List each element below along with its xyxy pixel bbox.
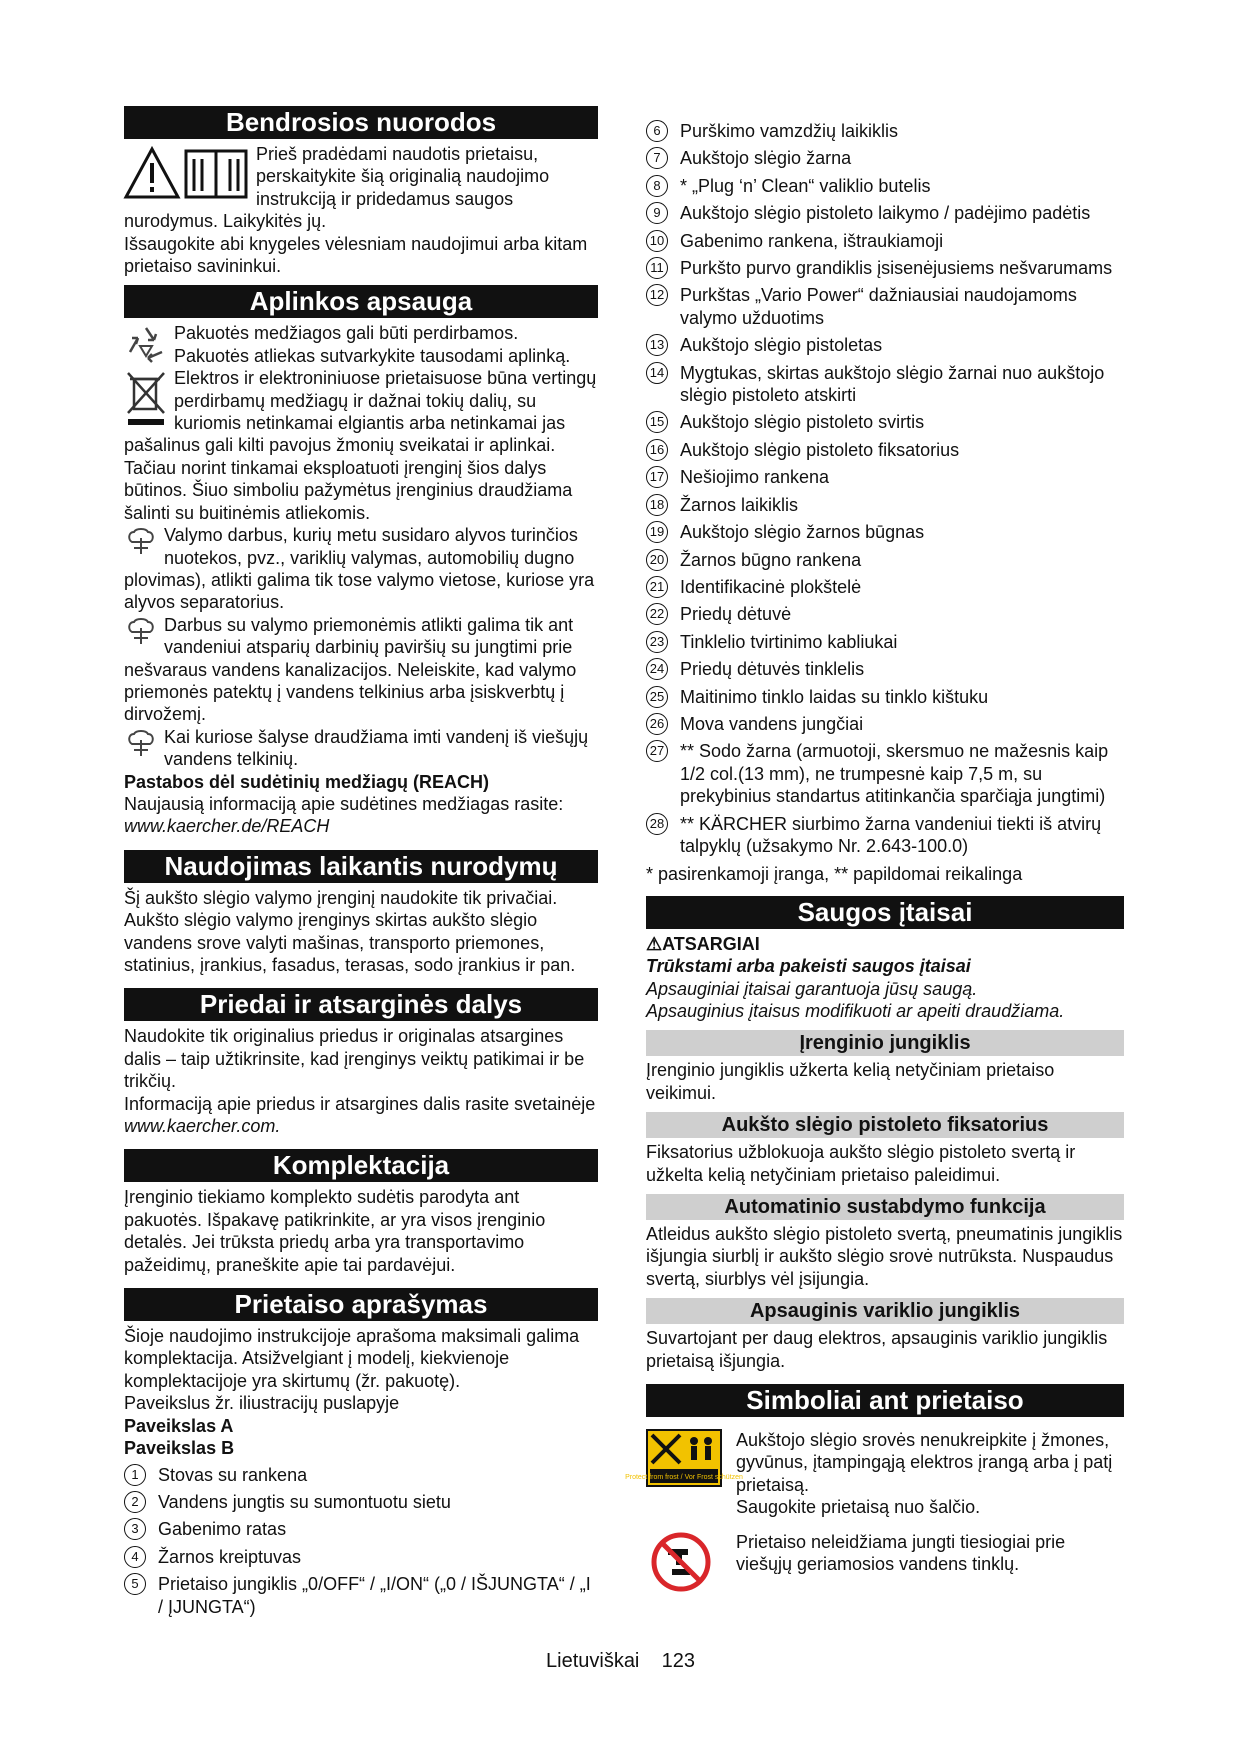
legend-item: [646, 230, 1124, 252]
legend-text: Tinklelio tvirtinimo kabliukai: [680, 631, 898, 652]
legend-text: Prietaiso jungiklis „0/OFF“ / „I/ON“ („0 / IŠJUNGTA“ / „I / ĮJUNGTA“): [158, 1574, 591, 1617]
legend-item: [646, 466, 1124, 488]
legend-text: Maitinimo tinklo laidas su tinklo kištuku: [680, 686, 989, 707]
recycle-icon: [124, 324, 168, 364]
environment-text-3: Valymo darbus, kurių metu susidaro alyvos turinčios nuotekos, pvz., variklių valymas, automobilių dugno plovimas), atlikti galima tik tose valymo vietose, kuriose yra alyvos separatorius.: [124, 525, 595, 613]
legend-item: [646, 658, 1124, 680]
cleaning-agent-icon: [124, 616, 158, 646]
page-number: 123: [661, 1650, 695, 1672]
heading-symbols: Simboliai ant prietaiso: [646, 1384, 1124, 1417]
right-column: [625, 120, 1124, 1605]
environment-text-4: Darbus su valymo priemonėmis atlikti galima tik ant vandeniui atsparių darbinių paviršių su jungtimi prie nešvaraus vandens kanalizacijos. Neleiskite, kad valymo priemonės patektų į vandens telkinius arba įsiskverbtų į dirvožemį.: [124, 614, 577, 725]
legend-item: [646, 257, 1124, 279]
legend-text: Identifikacinė plokštelė: [680, 576, 862, 597]
legend-number: 21: [646, 576, 668, 598]
legend-item: [646, 631, 1124, 653]
legend-number: 27: [646, 740, 668, 762]
device-switch-text: Įrenginio jungiklis užkerta kelią netyčiniam prietaiso veikimui.: [646, 1060, 1055, 1103]
description-text-1: Šioje naudojimo instrukcijoje aprašoma maksimali galima komplektacija. Atsižvelgiant į modelį, kiekvienoje komplektacijoje yra skirtumų (žr. pakuotę).: [124, 1326, 580, 1391]
missing-devices-title: Trūkstami arba pakeisti saugos įtaisai: [646, 956, 971, 977]
legend-number: 16: [646, 439, 668, 461]
safety-text-1: Apsauginiai įtaisai garantuoja jūsų saugą.: [646, 978, 978, 999]
legend-text: Žarnos būgno rankena: [680, 549, 862, 570]
legend-text: Purškimo vamzdžių laikiklis: [680, 121, 899, 141]
legend-item: [646, 411, 1124, 433]
legend-text: * „Plug ‘n’ Clean“ valiklio butelis: [680, 175, 931, 196]
subheading-gun-lock: Aukšto slėgio pistoleto fiksatorius: [646, 1112, 1124, 1138]
legend-item: [124, 1573, 598, 1618]
crossed-bin-icon: [124, 369, 168, 427]
legend-item: [646, 439, 1124, 461]
legend-item: [124, 1464, 598, 1486]
legend-number: 24: [646, 658, 668, 680]
legend-text: Purkštas „Vario Power“ dažniausiai naudojamoms valymo užduotims: [680, 285, 1077, 328]
legend-item: [646, 713, 1124, 735]
caution-label: ⚠ATSARGIAI: [646, 933, 760, 954]
accessories-link[interactable]: www.kaercher.com.: [124, 1116, 281, 1137]
heading-safety: Saugos įtaisai: [646, 896, 1124, 929]
legend-item: [646, 686, 1124, 708]
legend-number: 20: [646, 549, 668, 571]
legend-text: ** KÄRCHER siurbimo žarna vandeniui tiekti iš atvirų talpyklų (užsakymo Nr. 2.643-100.0): [680, 813, 1102, 856]
heading-usage: Naudojimas laikantis nurodymų: [124, 850, 598, 883]
auto-stop-text: Atleidus aukšto slėgio pistoleto svertą, pneumatinis jungiklis išjungia siurblį ir aukšto slėgio srovė nutrūksta. Nuspaudus svertą, siurblys vėl įsijungia.: [646, 1224, 1123, 1289]
environment-text-2: Elektros ir elektroniniuose prietaisuose būna vertingų perdirbamų medžiagų ir dažnai tokių dalių, su kuriomis netinkamai elgiantis arba netinkamai jas pašalinus gali kilti pavojus žmonių sveikatai ir aplinkai. Tačiau norint tinkamai eksploatuoti įrenginį šios dalys būtinos. Šiuo simboliu pažymėtus įrenginius draudžiama šalinti su buitinėmis atliekomis.: [124, 368, 597, 523]
legend-text: Žarnos laikiklis: [680, 494, 799, 515]
legend-list-right: [646, 120, 1124, 857]
legend-item: [646, 576, 1124, 598]
legend-item: [646, 334, 1124, 356]
heading-description: Prietaiso aprašymas: [124, 1288, 598, 1321]
legend-number: 10: [646, 230, 668, 252]
accessories-text-2-body: Informaciją apie priedus ir atsargines dalis rasite svetainėje: [124, 1093, 596, 1114]
legend-number: 7: [646, 147, 668, 169]
legend-item: [646, 813, 1124, 858]
legend-item: [646, 494, 1124, 516]
description-text-2: Paveikslus žr. iliustracijų puslapyje: [124, 1393, 400, 1414]
legend-number: 19: [646, 521, 668, 543]
figure-b-label: Paveikslas B: [124, 1438, 235, 1459]
legend-number: 23: [646, 631, 668, 653]
legend-text: Vandens jungtis su sumontuotu sietu: [158, 1491, 451, 1512]
subheading-auto-stop: Automatinio sustabdymo funkcija: [646, 1194, 1124, 1220]
heading-general: Bendrosios nuorodos: [124, 106, 598, 139]
reach-link[interactable]: www.kaercher.de/REACH: [124, 816, 330, 837]
oil-separator-icon: [124, 526, 158, 556]
legend-item: [646, 284, 1124, 329]
environment-text-1: Pakuotės medžiagos gali būti perdirbamos. Pakuotės atliekas sutvarkykite tausodami aplinką.: [174, 323, 571, 366]
legend-number: 28: [646, 813, 668, 835]
legend-text: Priedų dėtuvė: [680, 604, 792, 625]
heading-environment: Aplinkos apsauga: [124, 285, 598, 318]
legend-text: Aukštojo slėgio pistoletas: [680, 335, 883, 356]
legend-number: 18: [646, 494, 668, 516]
heading-accessories: Priedai ir atsarginės dalys: [124, 988, 598, 1021]
legend-item: [646, 120, 1124, 142]
legend-item: [646, 549, 1124, 571]
footer-language: Lietuviškai: [546, 1650, 640, 1672]
legend-text: Stovas su rankena: [158, 1464, 308, 1485]
legend-number: 13: [646, 334, 668, 356]
legend-item: [646, 521, 1124, 543]
legend-text: Aukštojo slėgio pistoleto fiksatorius: [680, 439, 960, 460]
legend-item: [124, 1518, 598, 1540]
accessories-text-1: Naudokite tik originalius priedus ir originalas atsargines dalis – taip užtikrinsite, kad įrenginys veiktų patikimai ir be trikčių.: [124, 1026, 585, 1092]
legend-number: 3: [124, 1518, 146, 1540]
legend-text: Žarnos kreiptuvas: [158, 1546, 302, 1567]
environment-text-5: Kai kuriose šalyse draudžiama imti vandenį iš viešųjų vandens telkinių.: [164, 726, 589, 770]
no-drinking-water-connection-icon: [650, 1531, 712, 1593]
scope-text: Įrenginio tiekiamo komplekto sudėtis parodyta ant pakuotės. Išpakavę patikrinkite, ar yra visos įrenginio detalės. Jei trūksta priedų arba yra transportavimo pažeidimų, praneškite apie tai pardavėjui.: [124, 1187, 546, 1275]
legend-number: 11: [646, 257, 668, 279]
legend-text: Mova vandens jungčiai: [680, 713, 864, 734]
legend-number: 15: [646, 411, 668, 433]
legend-number: 9: [646, 202, 668, 224]
legend-number: 4: [124, 1546, 146, 1568]
symbol-jet-text: Aukštojo slėgio srovės nenukreipkite į žmones, gyvūnus, įtampingąją elektros įrangą arba į patį prietaisą.: [736, 1430, 1113, 1495]
legend-number: 26: [646, 713, 668, 735]
gun-lock-text: Fiksatorius užblokuoja aukšto slėgio pistoleto svertą ir užkelta kelią netyčiniam prietaiso paleidimui.: [646, 1142, 1076, 1185]
legend-item: [646, 603, 1124, 625]
left-column: [124, 106, 598, 1623]
usage-text: Šį aukšto slėgio valymo įrenginį naudokite tik privačiai. Aukšto slėgio valymo įrenginys skirtas aukšto slėgio vandens srove valyti mašinas, transporto priemones, statinius, įrankius, fasadus, terasas, sodo įrankius ir pan.: [124, 887, 576, 975]
page-footer: [0, 1650, 1241, 1673]
footnote: * pasirenkamoji įranga, ** papildomai reikalinga: [646, 864, 1023, 885]
legend-list-left: [124, 1464, 598, 1618]
legend-number: 17: [646, 466, 668, 488]
legend-text: Gabenimo rankena, ištraukiamoji: [680, 230, 944, 251]
legend-number: 8: [646, 175, 668, 197]
legend-number: 14: [646, 362, 668, 384]
legend-number: 22: [646, 603, 668, 625]
warning-jet-frost-icon: [625, 1429, 743, 1487]
legend-number: 6: [646, 120, 668, 142]
accessories-text-2: [124, 1093, 598, 1138]
legend-item: [646, 147, 1124, 169]
warning-read-manual-icon: [124, 145, 250, 203]
legend-text: Aukštojo slėgio pistoleto laikymo / padėjimo padėtis: [680, 203, 1091, 224]
legend-item: [646, 740, 1124, 807]
safety-text-2: Apsauginius įtaisus modifikuoti ar apeiti draudžiama.: [646, 1001, 1065, 1021]
subheading-device-switch: Įrenginio jungiklis: [646, 1030, 1124, 1056]
legend-text: Nešiojimo rankena: [680, 467, 830, 488]
symbol-drinking-water-text: Prietaiso neleidžiama jungti tiesiogiai prie viešųjų geriamosios vandens tinklų.: [736, 1531, 1066, 1575]
legend-item: [646, 175, 1124, 197]
legend-number: 5: [124, 1573, 146, 1595]
symbol-row-jet: [625, 1429, 1124, 1519]
legend-text: Priedų dėtuvės tinklelis: [680, 659, 865, 680]
legend-number: 25: [646, 686, 668, 708]
legend-item: [646, 202, 1124, 224]
legend-text: Aukštojo slėgio žarnos būgnas: [680, 522, 925, 543]
heading-scope: Komplektacija: [124, 1149, 598, 1182]
legend-number: 12: [646, 284, 668, 306]
reach-title: Pastabos dėl sudėtinių medžiagų (REACH): [124, 771, 490, 792]
legend-text: ** Sodo žarna (armuotoji, skersmuo ne mažesnis kaip 1/2 col.(13 mm), ne trumpesnė kaip 7,5 m, su prekybinius standartus atitinkančia sparčiąja jungtimi): [680, 741, 1109, 807]
legend-text: Gabenimo ratas: [158, 1519, 287, 1540]
legend-item: [646, 362, 1124, 407]
general-text-1: Prieš pradėdami naudotis prietaisu, perskaitykite šią originalią naudojimo instrukciją ir pridedamus saugos nurodymus. Laikykitės jų.: [124, 144, 550, 232]
legend-item: [124, 1546, 598, 1568]
public-water-icon: [124, 728, 158, 758]
legend-text: Aukštojo slėgio žarna: [680, 148, 852, 169]
figure-a-label: Paveikslas A: [124, 1415, 234, 1436]
subheading-motor-protection: Apsauginis variklio jungiklis: [646, 1298, 1124, 1324]
legend-text: Aukštojo slėgio pistoleto svirtis: [680, 412, 925, 433]
frost-sign-text: Protect from frost / Vor Frost schützen: [625, 1474, 743, 1482]
legend-number: 1: [124, 1464, 146, 1486]
symbol-frost-text: Saugokite prietaisą nuo šalčio.: [736, 1497, 981, 1518]
motor-protection-text: Suvartojant per daug elektros, apsauginis variklio jungiklis prietaisą išjungia.: [646, 1328, 1108, 1371]
legend-number: 2: [124, 1491, 146, 1513]
general-text-2: Išsaugokite abi knygeles vėlesniam naudojimui arba kitam prietaiso savininkui.: [124, 233, 588, 277]
reach-text: Naujausią informaciją apie sudėtines medžiagas rasite:: [124, 793, 564, 814]
legend-text: Purkšto purvo grandiklis įsisenėjusiems nešvarumams: [680, 258, 1113, 279]
legend-item: [124, 1491, 598, 1513]
legend-text: Mygtukas, skirtas aukštojo slėgio žarnai nuo aukštojo slėgio pistoleto atskirti: [680, 362, 1105, 406]
symbol-row-drinking-water: [646, 1531, 1124, 1597]
